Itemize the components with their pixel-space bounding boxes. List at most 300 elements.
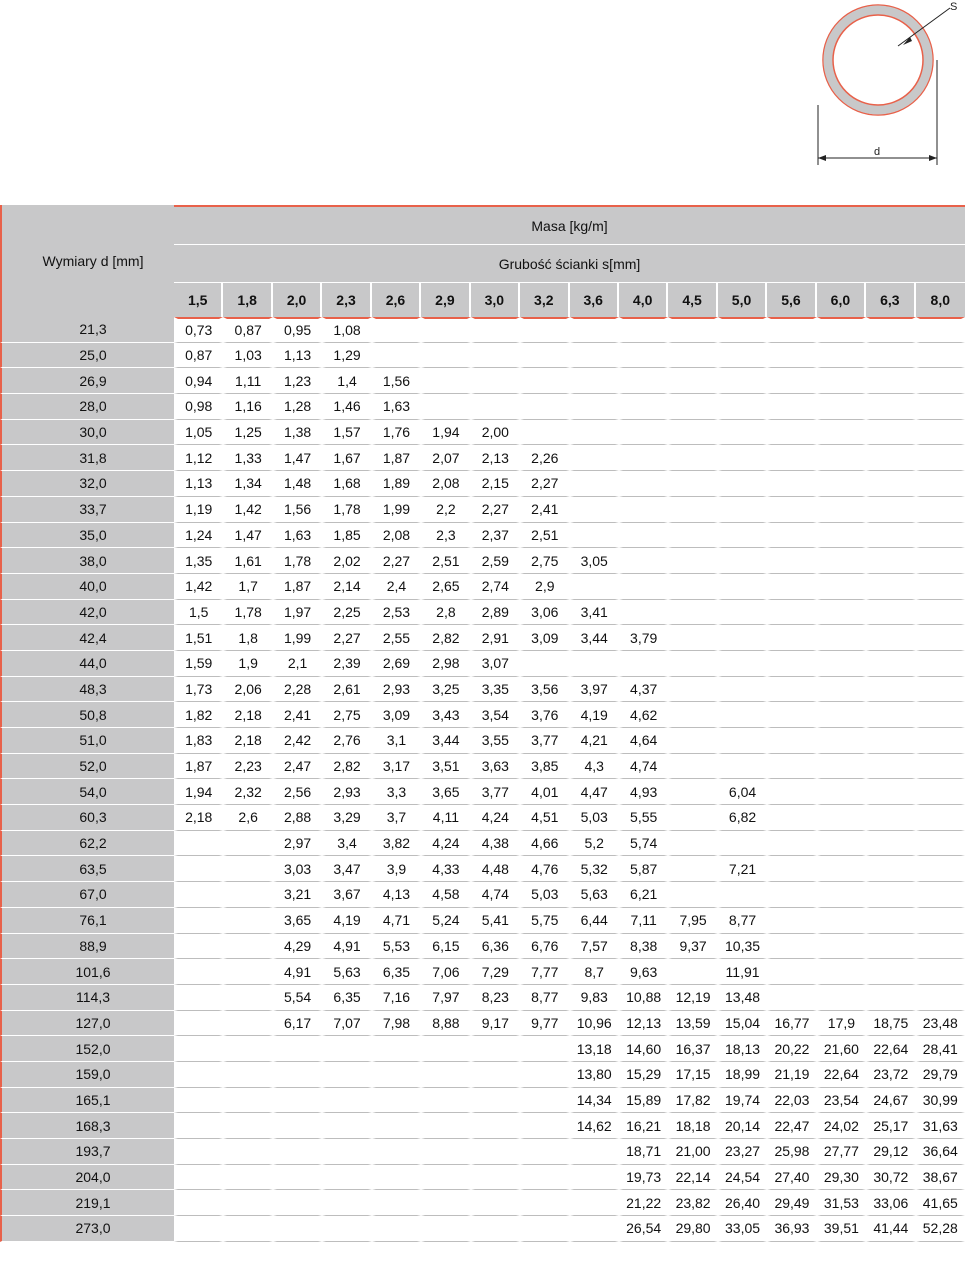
mass-value-cell: 1,56 bbox=[372, 368, 421, 394]
diameter-cell: 32,0 bbox=[0, 471, 174, 497]
mass-value-cell: 23,27 bbox=[718, 1139, 767, 1165]
mass-value-cell: 2,56 bbox=[273, 779, 322, 805]
diameter-cell: 88,9 bbox=[0, 934, 174, 960]
mass-value-cell bbox=[916, 600, 965, 626]
mass-value-cell: 5,54 bbox=[273, 985, 322, 1011]
mass-value-cell: 1,03 bbox=[223, 343, 272, 369]
mass-value-cell bbox=[421, 1216, 470, 1242]
mass-value-cell bbox=[273, 1165, 322, 1191]
mass-value-cell: 2,41 bbox=[273, 702, 322, 728]
mass-value-cell: 2,2 bbox=[421, 497, 470, 523]
table-row bbox=[0, 677, 965, 703]
mass-value-cell bbox=[866, 343, 915, 369]
mass-value-cell: 2,26 bbox=[520, 445, 569, 471]
mass-value-cell: 1,11 bbox=[223, 368, 272, 394]
mass-value-cell: 33,06 bbox=[866, 1190, 915, 1216]
mass-value-cell bbox=[817, 677, 866, 703]
mass-value-cell: 2,89 bbox=[471, 600, 520, 626]
mass-value-cell: 4,64 bbox=[619, 728, 668, 754]
thickness-column-header: 6,3 bbox=[866, 283, 915, 317]
mass-value-cell: 20,22 bbox=[767, 1036, 816, 1062]
mass-value-cell bbox=[866, 625, 915, 651]
mass-value-cell: 1,63 bbox=[273, 523, 322, 549]
mass-value-cell: 2,51 bbox=[421, 548, 470, 574]
table-row bbox=[0, 523, 965, 549]
mass-value-cell: 2,07 bbox=[421, 445, 470, 471]
mass-value-cell: 1,42 bbox=[174, 574, 223, 600]
diameter-cell: 54,0 bbox=[0, 779, 174, 805]
mass-value-cell: 2,8 bbox=[421, 600, 470, 626]
diameter-cell: 159,0 bbox=[0, 1062, 174, 1088]
mass-value-cell: 7,97 bbox=[421, 985, 470, 1011]
mass-value-cell bbox=[174, 1113, 223, 1139]
mass-value-cell: 2,59 bbox=[471, 548, 520, 574]
mass-value-cell bbox=[866, 317, 915, 343]
mass-value-cell: 17,82 bbox=[668, 1088, 717, 1114]
mass-value-cell: 4,33 bbox=[421, 856, 470, 882]
mass-value-cell: 6,15 bbox=[421, 934, 470, 960]
mass-value-cell bbox=[322, 1062, 371, 1088]
mass-value-cell bbox=[916, 317, 965, 343]
mass-value-cell: 5,03 bbox=[570, 805, 619, 831]
mass-value-cell bbox=[817, 394, 866, 420]
table-row bbox=[0, 908, 965, 934]
mass-value-cell bbox=[817, 882, 866, 908]
mass-value-cell: 19,74 bbox=[718, 1088, 767, 1114]
mass-value-cell bbox=[866, 754, 915, 780]
mass-value-cell bbox=[866, 574, 915, 600]
mass-value-cell bbox=[372, 1088, 421, 1114]
mass-value-cell: 18,13 bbox=[718, 1036, 767, 1062]
table-row bbox=[0, 1139, 965, 1165]
mass-value-cell bbox=[570, 574, 619, 600]
mass-value-cell bbox=[223, 831, 272, 857]
mass-value-cell bbox=[817, 959, 866, 985]
mass-value-cell: 3,06 bbox=[520, 600, 569, 626]
mass-value-cell bbox=[817, 445, 866, 471]
mass-value-cell: 23,48 bbox=[916, 1011, 965, 1037]
mass-value-cell: 2,69 bbox=[372, 651, 421, 677]
mass-value-cell bbox=[817, 625, 866, 651]
mass-value-cell: 9,83 bbox=[570, 985, 619, 1011]
mass-value-cell bbox=[767, 343, 816, 369]
mass-value-cell: 3,56 bbox=[520, 677, 569, 703]
mass-value-cell bbox=[174, 1036, 223, 1062]
mass-value-cell: 10,96 bbox=[570, 1011, 619, 1037]
table-row bbox=[0, 420, 965, 446]
mass-value-cell: 3,09 bbox=[520, 625, 569, 651]
mass-value-cell bbox=[520, 420, 569, 446]
mass-value-cell: 3,25 bbox=[421, 677, 470, 703]
mass-value-cell: 20,14 bbox=[718, 1113, 767, 1139]
mass-value-cell: 16,77 bbox=[767, 1011, 816, 1037]
mass-value-cell: 18,99 bbox=[718, 1062, 767, 1088]
mass-value-cell: 5,55 bbox=[619, 805, 668, 831]
mass-value-cell bbox=[718, 368, 767, 394]
mass-value-cell bbox=[471, 1165, 520, 1191]
mass-value-cell bbox=[718, 831, 767, 857]
mass-value-cell bbox=[174, 1062, 223, 1088]
diameter-cell: 50,8 bbox=[0, 702, 174, 728]
mass-value-cell: 1,89 bbox=[372, 471, 421, 497]
table-row bbox=[0, 1011, 965, 1037]
mass-value-cell: 4,19 bbox=[322, 908, 371, 934]
table-row bbox=[0, 1165, 965, 1191]
mass-value-cell bbox=[372, 1036, 421, 1062]
mass-value-cell: 1,42 bbox=[223, 497, 272, 523]
mass-value-cell: 2,61 bbox=[322, 677, 371, 703]
mass-value-cell bbox=[866, 934, 915, 960]
mass-value-cell bbox=[223, 856, 272, 882]
mass-value-cell bbox=[520, 394, 569, 420]
mass-value-cell: 1,67 bbox=[322, 445, 371, 471]
mass-value-cell bbox=[668, 523, 717, 549]
mass-value-cell: 1,4 bbox=[322, 368, 371, 394]
mass-value-cell bbox=[570, 1165, 619, 1191]
mass-value-cell bbox=[817, 600, 866, 626]
table-row bbox=[0, 548, 965, 574]
mass-value-cell: 4,47 bbox=[570, 779, 619, 805]
mass-value-cell bbox=[916, 959, 965, 985]
mass-value-cell bbox=[372, 1165, 421, 1191]
mass-value-cell: 13,80 bbox=[570, 1062, 619, 1088]
mass-value-cell: 13,59 bbox=[668, 1011, 717, 1037]
mass-value-cell: 1,08 bbox=[322, 317, 371, 343]
mass-value-cell: 2,27 bbox=[520, 471, 569, 497]
mass-value-cell: 3,29 bbox=[322, 805, 371, 831]
mass-value-cell bbox=[619, 445, 668, 471]
mass-value-cell: 4,91 bbox=[273, 959, 322, 985]
mass-value-cell bbox=[767, 471, 816, 497]
mass-value-cell: 6,35 bbox=[372, 959, 421, 985]
mass-value-cell bbox=[421, 317, 470, 343]
mass-value-cell bbox=[817, 574, 866, 600]
mass-value-cell bbox=[767, 625, 816, 651]
mass-value-cell: 4,24 bbox=[471, 805, 520, 831]
mass-value-cell: 2,76 bbox=[322, 728, 371, 754]
mass-value-cell bbox=[767, 420, 816, 446]
diameter-cell: 21,3 bbox=[0, 317, 174, 343]
mass-value-cell bbox=[421, 1036, 470, 1062]
mass-value-cell: 18,75 bbox=[866, 1011, 915, 1037]
mass-value-cell: 1,87 bbox=[174, 754, 223, 780]
mass-value-cell: 3,21 bbox=[273, 882, 322, 908]
mass-value-cell bbox=[817, 702, 866, 728]
mass-value-cell: 3,09 bbox=[372, 702, 421, 728]
mass-value-cell bbox=[520, 1088, 569, 1114]
mass-value-cell: 6,36 bbox=[471, 934, 520, 960]
mass-value-cell: 2,18 bbox=[223, 702, 272, 728]
mass-value-cell bbox=[866, 420, 915, 446]
mass-value-cell bbox=[767, 882, 816, 908]
mass-value-cell bbox=[223, 959, 272, 985]
mass-value-cell bbox=[817, 317, 866, 343]
mass-value-cell: 2,91 bbox=[471, 625, 520, 651]
mass-value-cell bbox=[570, 651, 619, 677]
mass-value-cell bbox=[421, 1113, 470, 1139]
mass-value-cell: 1,13 bbox=[174, 471, 223, 497]
mass-value-cell bbox=[372, 1190, 421, 1216]
mass-value-cell bbox=[471, 1139, 520, 1165]
mass-value-cell: 2,25 bbox=[322, 600, 371, 626]
mass-value-cell bbox=[718, 523, 767, 549]
mass-value-cell: 2,65 bbox=[421, 574, 470, 600]
thickness-column-header: 4,0 bbox=[619, 283, 668, 317]
mass-value-cell: 1,97 bbox=[273, 600, 322, 626]
mass-value-cell bbox=[520, 343, 569, 369]
mass-value-cell: 25,17 bbox=[866, 1113, 915, 1139]
mass-value-cell: 0,73 bbox=[174, 317, 223, 343]
mass-value-cell bbox=[471, 394, 520, 420]
diameter-cell: 67,0 bbox=[0, 882, 174, 908]
mass-value-cell bbox=[223, 882, 272, 908]
mass-value-cell: 5,63 bbox=[322, 959, 371, 985]
mass-value-cell bbox=[668, 702, 717, 728]
mass-value-cell: 2,47 bbox=[273, 754, 322, 780]
mass-value-cell: 6,76 bbox=[520, 934, 569, 960]
mass-value-cell: 1,51 bbox=[174, 625, 223, 651]
mass-value-cell: 0,94 bbox=[174, 368, 223, 394]
mass-value-cell: 2,53 bbox=[372, 600, 421, 626]
thickness-column-header: 8,0 bbox=[916, 283, 965, 317]
mass-value-cell: 33,05 bbox=[718, 1216, 767, 1242]
mass-value-cell bbox=[817, 548, 866, 574]
mass-value-cell: 3,85 bbox=[520, 754, 569, 780]
mass-value-cell: 2,18 bbox=[174, 805, 223, 831]
mass-value-cell: 4,74 bbox=[619, 754, 668, 780]
mass-value-cell: 3,97 bbox=[570, 677, 619, 703]
mass-value-cell bbox=[718, 394, 767, 420]
mass-value-cell: 3,63 bbox=[471, 754, 520, 780]
mass-value-cell bbox=[718, 497, 767, 523]
mass-value-cell: 2,27 bbox=[471, 497, 520, 523]
mass-value-cell: 31,63 bbox=[916, 1113, 965, 1139]
mass-value-cell bbox=[174, 908, 223, 934]
mass-value-cell: 2,4 bbox=[372, 574, 421, 600]
mass-value-cell: 24,02 bbox=[817, 1113, 866, 1139]
mass-value-cell bbox=[866, 548, 915, 574]
mass-value-cell: 2,08 bbox=[372, 523, 421, 549]
mass-value-cell bbox=[223, 985, 272, 1011]
mass-value-cell: 1,47 bbox=[273, 445, 322, 471]
mass-value-cell: 2,00 bbox=[471, 420, 520, 446]
mass-value-cell bbox=[223, 1113, 272, 1139]
table-row bbox=[0, 1062, 965, 1088]
mass-value-cell bbox=[223, 1011, 272, 1037]
mass-value-cell: 27,77 bbox=[817, 1139, 866, 1165]
mass-value-cell bbox=[817, 779, 866, 805]
mass-value-cell bbox=[668, 625, 717, 651]
mass-value-cell: 4,19 bbox=[570, 702, 619, 728]
table-row bbox=[0, 856, 965, 882]
mass-value-cell: 29,79 bbox=[916, 1062, 965, 1088]
mass-value-cell: 2,02 bbox=[322, 548, 371, 574]
diameter-cell: 33,7 bbox=[0, 497, 174, 523]
mass-value-cell: 23,82 bbox=[668, 1190, 717, 1216]
mass-value-cell: 1,13 bbox=[273, 343, 322, 369]
thickness-column-header: 5,6 bbox=[767, 283, 816, 317]
mass-value-cell: 15,89 bbox=[619, 1088, 668, 1114]
mass-value-cell bbox=[471, 1036, 520, 1062]
mass-value-cell: 1,78 bbox=[273, 548, 322, 574]
mass-value-cell bbox=[718, 651, 767, 677]
mass-value-cell: 3,47 bbox=[322, 856, 371, 882]
mass-value-cell bbox=[767, 394, 816, 420]
mass-value-cell: 7,06 bbox=[421, 959, 470, 985]
diameter-cell: 273,0 bbox=[0, 1216, 174, 1242]
mass-value-cell bbox=[767, 317, 816, 343]
mass-value-cell: 7,77 bbox=[520, 959, 569, 985]
mass-value-cell bbox=[866, 779, 915, 805]
mass-value-cell bbox=[866, 985, 915, 1011]
mass-value-cell bbox=[322, 1139, 371, 1165]
mass-value-cell: 13,48 bbox=[718, 985, 767, 1011]
thickness-column-header: 1,5 bbox=[174, 283, 223, 317]
diameter-cell: 44,0 bbox=[0, 651, 174, 677]
mass-value-cell bbox=[718, 445, 767, 471]
mass-value-cell bbox=[668, 651, 717, 677]
mass-value-cell: 1,35 bbox=[174, 548, 223, 574]
mass-value-cell: 1,76 bbox=[372, 420, 421, 446]
mass-value-cell bbox=[570, 1190, 619, 1216]
mass-value-cell: 5,41 bbox=[471, 908, 520, 934]
diameter-cell: 30,0 bbox=[0, 420, 174, 446]
mass-value-cell: 2,14 bbox=[322, 574, 371, 600]
wall-thickness-label: S bbox=[950, 1, 958, 13]
mass-value-cell: 1,48 bbox=[273, 471, 322, 497]
mass-value-cell: 3,3 bbox=[372, 779, 421, 805]
mass-value-cell: 5,24 bbox=[421, 908, 470, 934]
mass-value-cell bbox=[322, 1113, 371, 1139]
mass-value-cell bbox=[570, 394, 619, 420]
mass-value-cell: 4,93 bbox=[619, 779, 668, 805]
table-row bbox=[0, 805, 965, 831]
mass-value-cell bbox=[668, 677, 717, 703]
diameter-cell: 63,5 bbox=[0, 856, 174, 882]
mass-value-cell: 4,51 bbox=[520, 805, 569, 831]
mass-value-cell: 5,03 bbox=[520, 882, 569, 908]
mass-value-cell: 7,98 bbox=[372, 1011, 421, 1037]
mass-value-cell: 18,71 bbox=[619, 1139, 668, 1165]
mass-value-cell: 3,82 bbox=[372, 831, 421, 857]
mass-value-cell: 4,21 bbox=[570, 728, 619, 754]
mass-value-cell: 5,75 bbox=[520, 908, 569, 934]
table-row bbox=[0, 625, 965, 651]
diameter-cell: 60,3 bbox=[0, 805, 174, 831]
table-row bbox=[0, 1190, 965, 1216]
mass-value-cell bbox=[767, 368, 816, 394]
mass-value-cell bbox=[668, 600, 717, 626]
mass-value-cell bbox=[916, 445, 965, 471]
mass-value-cell bbox=[817, 805, 866, 831]
mass-value-cell: 1,34 bbox=[223, 471, 272, 497]
mass-value-cell bbox=[866, 728, 915, 754]
thickness-column-header: 2,9 bbox=[421, 283, 470, 317]
mass-value-cell: 4,01 bbox=[520, 779, 569, 805]
mass-value-cell bbox=[718, 702, 767, 728]
mass-value-cell: 6,82 bbox=[718, 805, 767, 831]
mass-value-cell bbox=[520, 1165, 569, 1191]
mass-value-cell: 7,29 bbox=[471, 959, 520, 985]
mass-value-cell bbox=[916, 754, 965, 780]
mass-value-cell bbox=[520, 1036, 569, 1062]
mass-value-cell bbox=[916, 368, 965, 394]
mass-value-cell bbox=[817, 728, 866, 754]
mass-value-cell bbox=[767, 728, 816, 754]
mass-value-cell: 17,9 bbox=[817, 1011, 866, 1037]
table-row bbox=[0, 934, 965, 960]
mass-value-cell bbox=[866, 882, 915, 908]
mass-value-cell bbox=[619, 523, 668, 549]
mass-value-cell bbox=[916, 934, 965, 960]
mass-value-cell bbox=[223, 1062, 272, 1088]
thickness-column-header: 3,6 bbox=[570, 283, 619, 317]
mass-value-cell bbox=[223, 908, 272, 934]
mass-value-cell bbox=[866, 651, 915, 677]
mass-value-cell bbox=[916, 548, 965, 574]
thickness-column-header: 6,0 bbox=[817, 283, 866, 317]
mass-value-cell bbox=[916, 394, 965, 420]
mass-value-cell: 5,74 bbox=[619, 831, 668, 857]
mass-value-cell bbox=[817, 831, 866, 857]
mass-value-cell bbox=[767, 651, 816, 677]
mass-value-cell: 19,73 bbox=[619, 1165, 668, 1191]
pipe-cross-section-diagram bbox=[810, 0, 965, 175]
mass-value-cell: 6,21 bbox=[619, 882, 668, 908]
mass-value-cell: 2,27 bbox=[372, 548, 421, 574]
mass-value-cell bbox=[916, 728, 965, 754]
mass-value-cell: 1,78 bbox=[322, 497, 371, 523]
mass-value-cell bbox=[916, 677, 965, 703]
thickness-column-header: 2,0 bbox=[273, 283, 322, 317]
mass-value-cell bbox=[767, 959, 816, 985]
mass-value-cell: 4,58 bbox=[421, 882, 470, 908]
mass-value-cell: 2,18 bbox=[223, 728, 272, 754]
mass-value-cell bbox=[174, 985, 223, 1011]
mass-value-cell: 2,28 bbox=[273, 677, 322, 703]
mass-value-cell bbox=[273, 1062, 322, 1088]
mass-value-cell: 27,40 bbox=[767, 1165, 816, 1191]
mass-value-cell bbox=[916, 702, 965, 728]
mass-value-cell bbox=[866, 445, 915, 471]
mass-value-cell: 5,87 bbox=[619, 856, 668, 882]
mass-value-cell: 1,46 bbox=[322, 394, 371, 420]
mass-value-cell: 31,53 bbox=[817, 1190, 866, 1216]
mass-value-cell bbox=[718, 754, 767, 780]
mass-value-cell bbox=[174, 1088, 223, 1114]
mass-value-cell bbox=[668, 959, 717, 985]
mass-value-cell bbox=[668, 882, 717, 908]
mass-value-cell: 1,47 bbox=[223, 523, 272, 549]
mass-value-cell: 8,77 bbox=[520, 985, 569, 1011]
mass-value-cell bbox=[767, 754, 816, 780]
mass-value-cell bbox=[372, 343, 421, 369]
mass-value-cell bbox=[718, 574, 767, 600]
mass-value-cell bbox=[817, 754, 866, 780]
table-row bbox=[0, 1216, 965, 1242]
mass-value-cell bbox=[570, 523, 619, 549]
mass-value-cell: 7,95 bbox=[668, 908, 717, 934]
mass-value-cell: 4,37 bbox=[619, 677, 668, 703]
mass-value-cell bbox=[372, 1062, 421, 1088]
diameter-cell: 42,0 bbox=[0, 600, 174, 626]
mass-value-cell: 25,98 bbox=[767, 1139, 816, 1165]
mass-value-cell: 16,37 bbox=[668, 1036, 717, 1062]
mass-value-cell: 1,16 bbox=[223, 394, 272, 420]
diameter-cell: 40,0 bbox=[0, 574, 174, 600]
mass-value-cell: 22,64 bbox=[817, 1062, 866, 1088]
mass-value-cell bbox=[668, 497, 717, 523]
